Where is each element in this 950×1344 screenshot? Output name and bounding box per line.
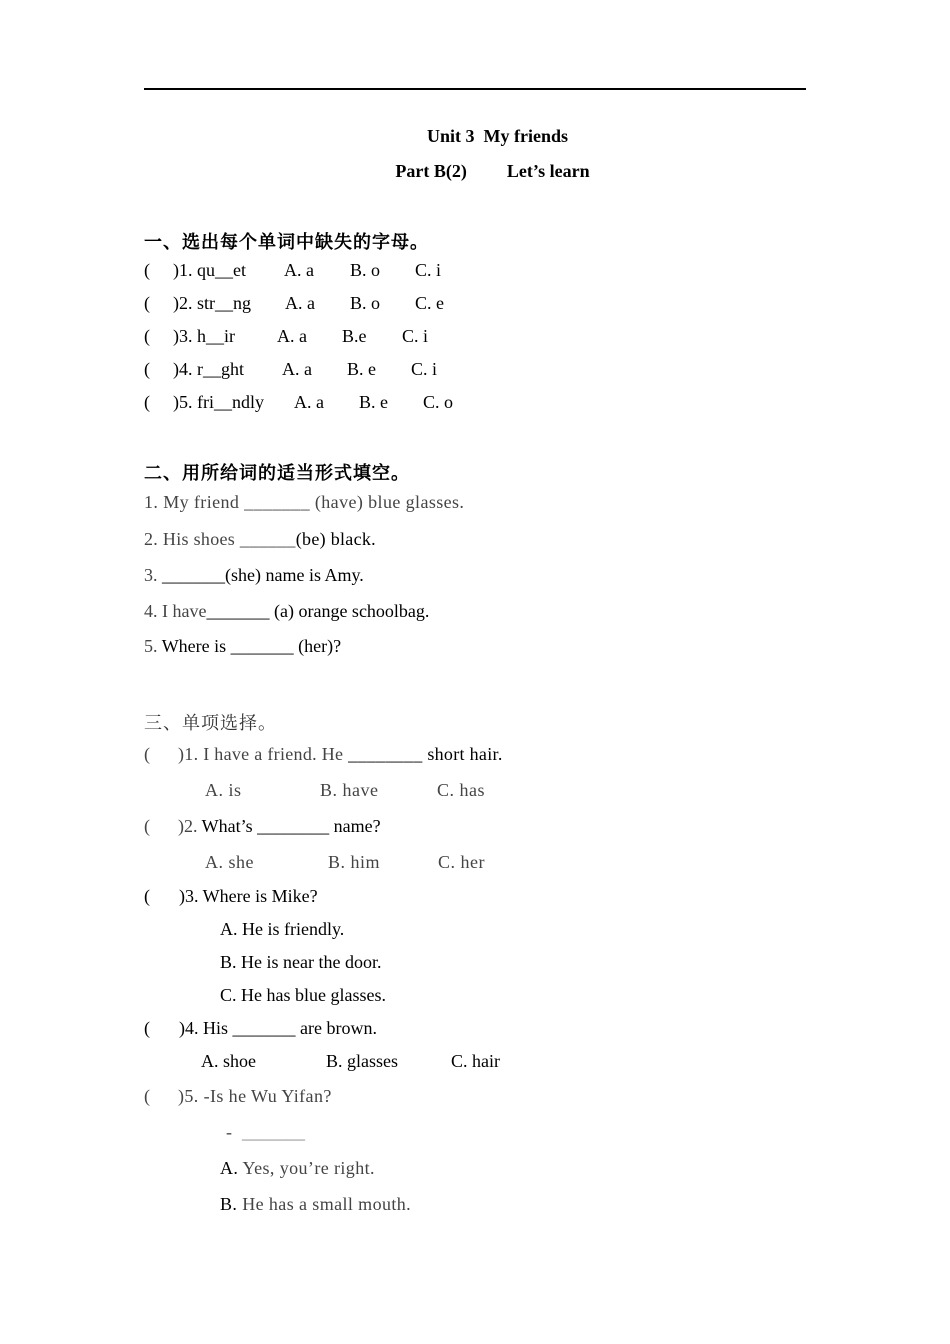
answer-paren: ( [144, 326, 150, 346]
answer-blank: _______ [242, 1122, 305, 1142]
question-stem: What’s ________ name? [201, 816, 381, 836]
item-text-lead: 4. I have [144, 601, 207, 621]
option-a: A. a [277, 326, 307, 346]
question-stem: )5. -Is he Wu Yifan? [178, 1086, 332, 1106]
section2-item-4 [144, 601, 429, 622]
option-c: C. o [423, 392, 454, 412]
answer-paren: ( [144, 886, 150, 906]
option-b: B. o [350, 260, 381, 280]
answer-paren: ( [144, 744, 150, 764]
item-word: )2. str__ng [173, 293, 251, 313]
option-b: B. o [350, 293, 381, 313]
option-c: C. i [402, 326, 429, 346]
question-stem: )1. I have a friend. He [178, 744, 349, 764]
option-b-letter: B. [220, 1194, 238, 1214]
option-a: A. she [205, 852, 254, 872]
item-text-rest: (be) black. [295, 529, 376, 549]
option-b: He has a small mouth. [237, 1194, 412, 1214]
option-c: C. has [437, 780, 485, 800]
option-b: B. He is near the door. [220, 952, 382, 972]
option-c: C. hair [451, 1051, 500, 1071]
subtitle-part: Part B(2) [395, 161, 467, 181]
option-a: A. a [284, 260, 314, 280]
item-text-lead: 2. His shoes ______ [144, 529, 296, 549]
option-a-letter: A. [220, 1158, 239, 1178]
question-stem: )3. Where is Mike? [179, 886, 318, 906]
option-b: B. have [320, 780, 379, 800]
answer-paren: ( [144, 260, 150, 280]
page-subtitle [0, 161, 950, 182]
option-a: A. a [285, 293, 315, 313]
option-c: C. i [415, 260, 442, 280]
item-number: 5. [144, 636, 162, 656]
section2-heading: 二、用所给词的适当形式填空。 [144, 463, 410, 484]
question-stem: )4. His _______ are brown. [179, 1018, 377, 1038]
item-text: 1. My friend _______ (have) blue glasses. [144, 492, 465, 512]
option-a: A. shoe [201, 1051, 256, 1071]
question-number: )2. [178, 816, 202, 836]
option-c: C. i [411, 359, 438, 379]
option-a: A. is [205, 780, 242, 800]
option-a: A. He is friendly. [220, 919, 345, 939]
option-a: A. a [294, 392, 324, 412]
item-text-rest: _______ (a) orange schoolbag. [206, 601, 430, 621]
section2-item-1 [144, 492, 464, 513]
answer-paren: ( [144, 816, 150, 836]
section2-item-2 [144, 529, 376, 550]
option-c: C. e [415, 293, 444, 313]
option-c: C. her [438, 852, 485, 872]
option-b: B. e [359, 392, 388, 412]
answer-paren: ( [144, 1018, 150, 1038]
answer-paren: ( [144, 293, 150, 313]
option-c: C. He has blue glasses. [220, 985, 386, 1005]
section1-heading: 一、选出每个单词中缺失的字母。 [144, 232, 429, 253]
section2-item-5 [144, 636, 341, 657]
item-word: )4. r__ght [173, 359, 244, 379]
item-word: )1. qu__et [173, 260, 246, 280]
header-rule [144, 88, 806, 90]
item-text: Where is _______ (her)? [161, 636, 342, 656]
option-b: B.e [342, 326, 367, 346]
option-b: B. him [328, 852, 381, 872]
answer-dash: - [226, 1122, 232, 1142]
subtitle-lesson: Let’s learn [506, 161, 590, 181]
option-b: B. e [347, 359, 376, 379]
section3-heading: 三、单项选择。 [144, 713, 277, 734]
item-number: 3. [144, 565, 162, 585]
page-title: Unit 3 My friends [427, 126, 568, 146]
section2-item-3 [144, 565, 364, 586]
item-word: )5. fri__ndly [173, 392, 264, 412]
question-stem-rest: ________ short hair. [348, 744, 503, 764]
option-a: A. a [282, 359, 312, 379]
option-b: B. glasses [326, 1051, 398, 1071]
answer-paren: ( [144, 392, 150, 412]
answer-paren: ( [144, 1086, 150, 1106]
item-word: )3. h__ir [173, 326, 235, 346]
answer-paren: ( [144, 359, 150, 379]
item-text: _______(she) name is Amy. [162, 565, 364, 585]
option-a: Yes, you’re right. [238, 1158, 375, 1178]
